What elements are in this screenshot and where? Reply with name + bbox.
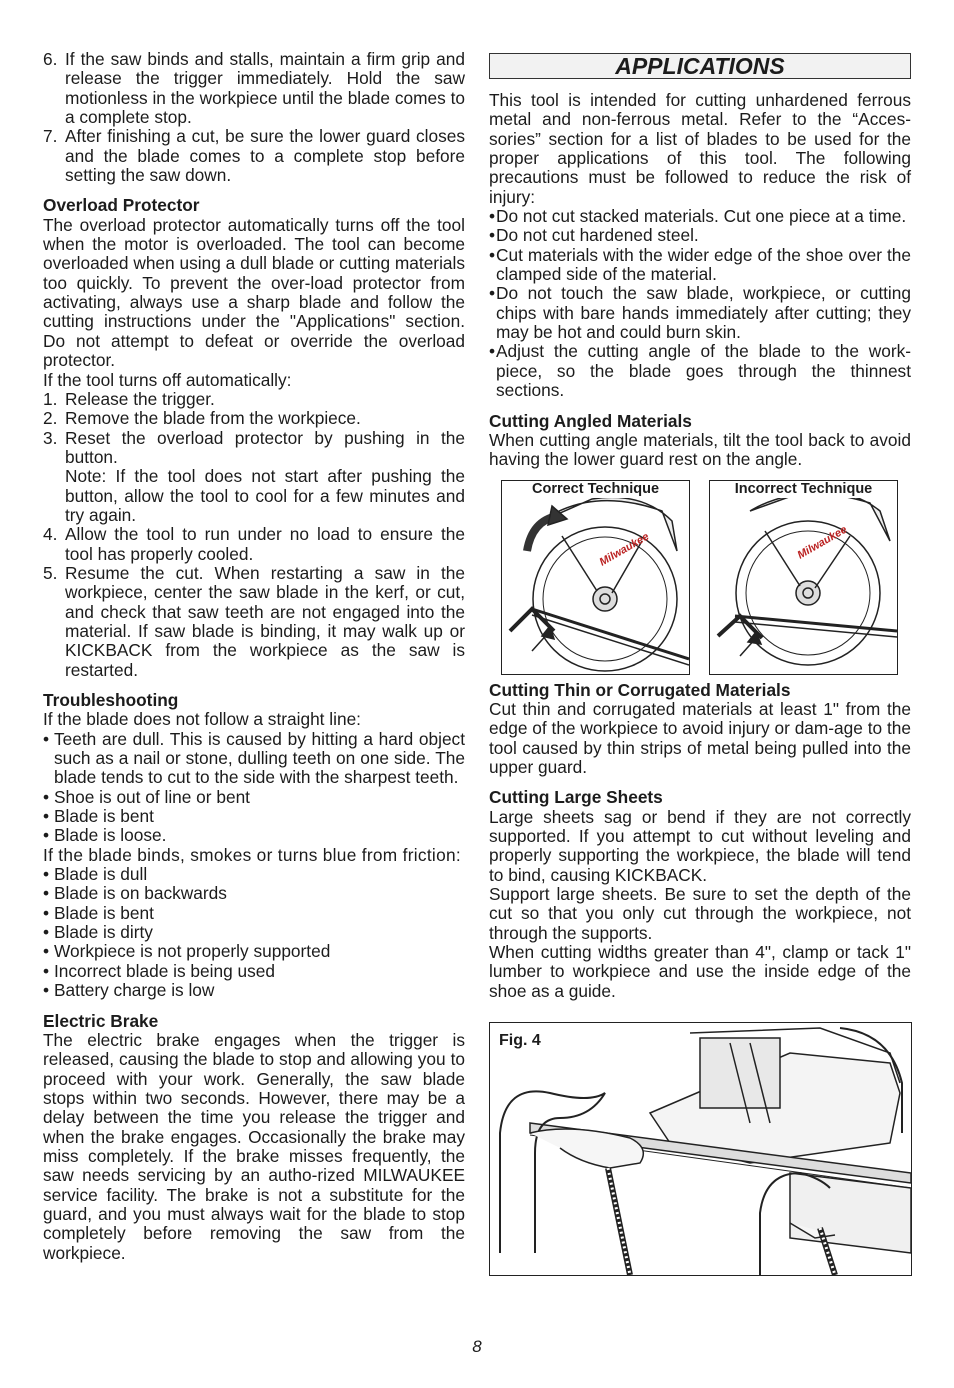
list-item: • Blade is bent bbox=[43, 902, 154, 923]
saw-incorrect-illustration bbox=[710, 481, 897, 674]
thin-paragraph: Cut thin and corrugated materials at least 1" from the edge of the workpiece to avoid injury or dam-age to the tool caused by thin strips of metal being pulled into the upper guard. bbox=[489, 698, 911, 777]
list-item: • Teeth are dull. This is caused by hitting a hard object such as a nail or stone, dulling teeth on one side. The blade tends to cut to the side with the sharpest teeth. bbox=[43, 728, 465, 788]
troubleshooting-intro-1: If the blade does not follow a straight line: bbox=[43, 709, 361, 730]
applications-intro: This tool is intended for cutting unhardened ferrous metal and non-ferrous metal. Refer to the “Acces-sories” section for a list of blades to be used for the proper applications of this tool. The following precautions must be followed to reduce the risk of injury: bbox=[489, 90, 911, 207]
precaution-item: • Do not cut hardened steel. bbox=[489, 225, 699, 246]
list-item: • Battery charge is low bbox=[43, 980, 215, 1001]
step-item: 2. Remove the blade from the workpiece. bbox=[43, 408, 361, 429]
right-column bbox=[489, 50, 911, 1001]
troubleshooting-intro-2: If the blade binds, smokes or turns blue from friction: bbox=[43, 844, 461, 865]
sheets-paragraph-1: Large sheets sag or bend if they are not correctly supported. If you attempt to cut without leveling and properly supporting the workpiece, the blade will tend to bind, causing KICKBACK. bbox=[489, 806, 911, 885]
numbered-item: 7. After finishing a cut, be sure the lower guard closes and the blade comes to a complete stop before setting the saw down. bbox=[43, 126, 465, 186]
figure-4 bbox=[489, 1022, 912, 1276]
list-item: • Blade is bent bbox=[43, 806, 154, 827]
precaution-item: • Do not cut stacked materials. Cut one piece at a time. bbox=[489, 206, 907, 227]
section-heading-brake: Electric Brake bbox=[43, 1010, 159, 1031]
sheet-support-illustration bbox=[490, 1023, 911, 1275]
sheets-paragraph-3: When cutting widths greater than 4", clamp or tack 1" lumber to workpiece and use the inside edge of the shoe as a guide. bbox=[489, 942, 911, 1001]
section-heading-troubleshooting: Troubleshooting bbox=[43, 690, 179, 710]
overload-paragraph: The overload protector automatically turns off the tool when the motor is overloaded. The tool can become overloaded when using a dull blade or cutting materials too quickly. To prevent the over-load protector from activating, always use a sharp blade and follow the cutting instructions under the "Applications" section. Do not attempt to defeat or override the overload protector. bbox=[43, 214, 465, 371]
list-item: • Blade is dull bbox=[43, 864, 148, 885]
brand-logo: Milwaukee bbox=[795, 523, 850, 562]
step-item: 4. Allow the tool to run under no load to ensure the tool has properly cooled. bbox=[43, 524, 465, 564]
angled-paragraph: When cutting angle materials, tilt the tool back to avoid having the lower guard rest on the angle. bbox=[489, 429, 911, 470]
figure-caption: Incorrect Technique bbox=[710, 481, 897, 498]
list-item: • Blade is loose. bbox=[43, 825, 167, 846]
list-item: • Incorrect blade is being used bbox=[43, 960, 275, 981]
technique-figures bbox=[501, 480, 898, 675]
sheets-paragraph-2: Support large sheets. Be sure to set the depth of the cut so that you only cut through the workpiece, not through the supports. bbox=[489, 883, 911, 943]
list-item: • Blade is dirty bbox=[43, 922, 153, 943]
overload-intro: If the tool turns off automatically: bbox=[43, 369, 292, 390]
figure-correct-technique bbox=[501, 480, 690, 675]
left-column bbox=[43, 50, 465, 1263]
step-item: 3. Reset the overload protector by pushing in the button. bbox=[43, 427, 465, 467]
figure-caption: Correct Technique bbox=[502, 481, 689, 498]
list-item: • Shoe is out of line or bent bbox=[43, 786, 250, 807]
numbered-item: 6. If the saw binds and stalls, maintain a firm grip and release the trigger immediately. Hold the saw motionless in the workpiece until the blade comes to a complete stop. bbox=[43, 49, 465, 128]
page-number: 8 bbox=[472, 1337, 482, 1356]
figure-label: Fig. 4 bbox=[499, 1032, 541, 1049]
section-heading-overload: Overload Protector bbox=[43, 195, 200, 216]
precaution-item: • Adjust the cutting angle of the blade to the work-piece, so the blade goes through the thinnest sections. bbox=[489, 341, 911, 401]
precaution-item: • Do not touch the saw blade, workpiece, or cutting chips with bare hands immediately after cutting; they may be hot and could burn skin. bbox=[489, 283, 911, 343]
saw-correct-illustration bbox=[502, 481, 689, 674]
list-item: • Workpiece is not properly supported bbox=[43, 941, 331, 962]
precaution-item: • Cut materials with the wider edge of the shoe over the clamped side of the material. bbox=[489, 244, 911, 285]
section-heading-thin: Cutting Thin or Corrugated Materials bbox=[489, 679, 791, 700]
step-item: 1. Release the trigger. bbox=[43, 388, 215, 409]
step-note: Note: If the tool does not start after pushing the button, allow the tool to cool for a few minutes and try again. bbox=[65, 466, 465, 525]
applications-heading: APPLICATIONS bbox=[489, 53, 911, 79]
section-heading-angled: Cutting Angled Materials bbox=[489, 410, 692, 431]
step-item: 5. Resume the cut. When restarting a saw in the workpiece, center the saw blade in the kerf, or cut, and check that saw teeth are not engaged into the material. If saw blade is binding, it may walk up or KICKBACK from the workpiece as the saw is restarted. bbox=[43, 562, 465, 680]
section-heading-sheets: Cutting Large Sheets bbox=[489, 787, 663, 808]
brake-paragraph: The electric brake engages when the trigger is released, causing the blade to stop and allowing you to proceed with your work. Generally, the saw blade stops within two seconds. However, there may be a delay between the time you release the trigger and when the brake engages. Occasionally the brake may miss completely. If the brake misses frequently, the saw needs servicing by an autho-rized MILWAUKEE service facility. The brake is not a substitute for the guard, and you must always wait for the blade to stop completely before removing the saw from the workpiece. bbox=[43, 1029, 465, 1263]
list-item: • Blade is on backwards bbox=[43, 883, 227, 904]
figure-incorrect-technique bbox=[709, 480, 898, 675]
brand-logo: Milwaukee bbox=[597, 530, 652, 569]
